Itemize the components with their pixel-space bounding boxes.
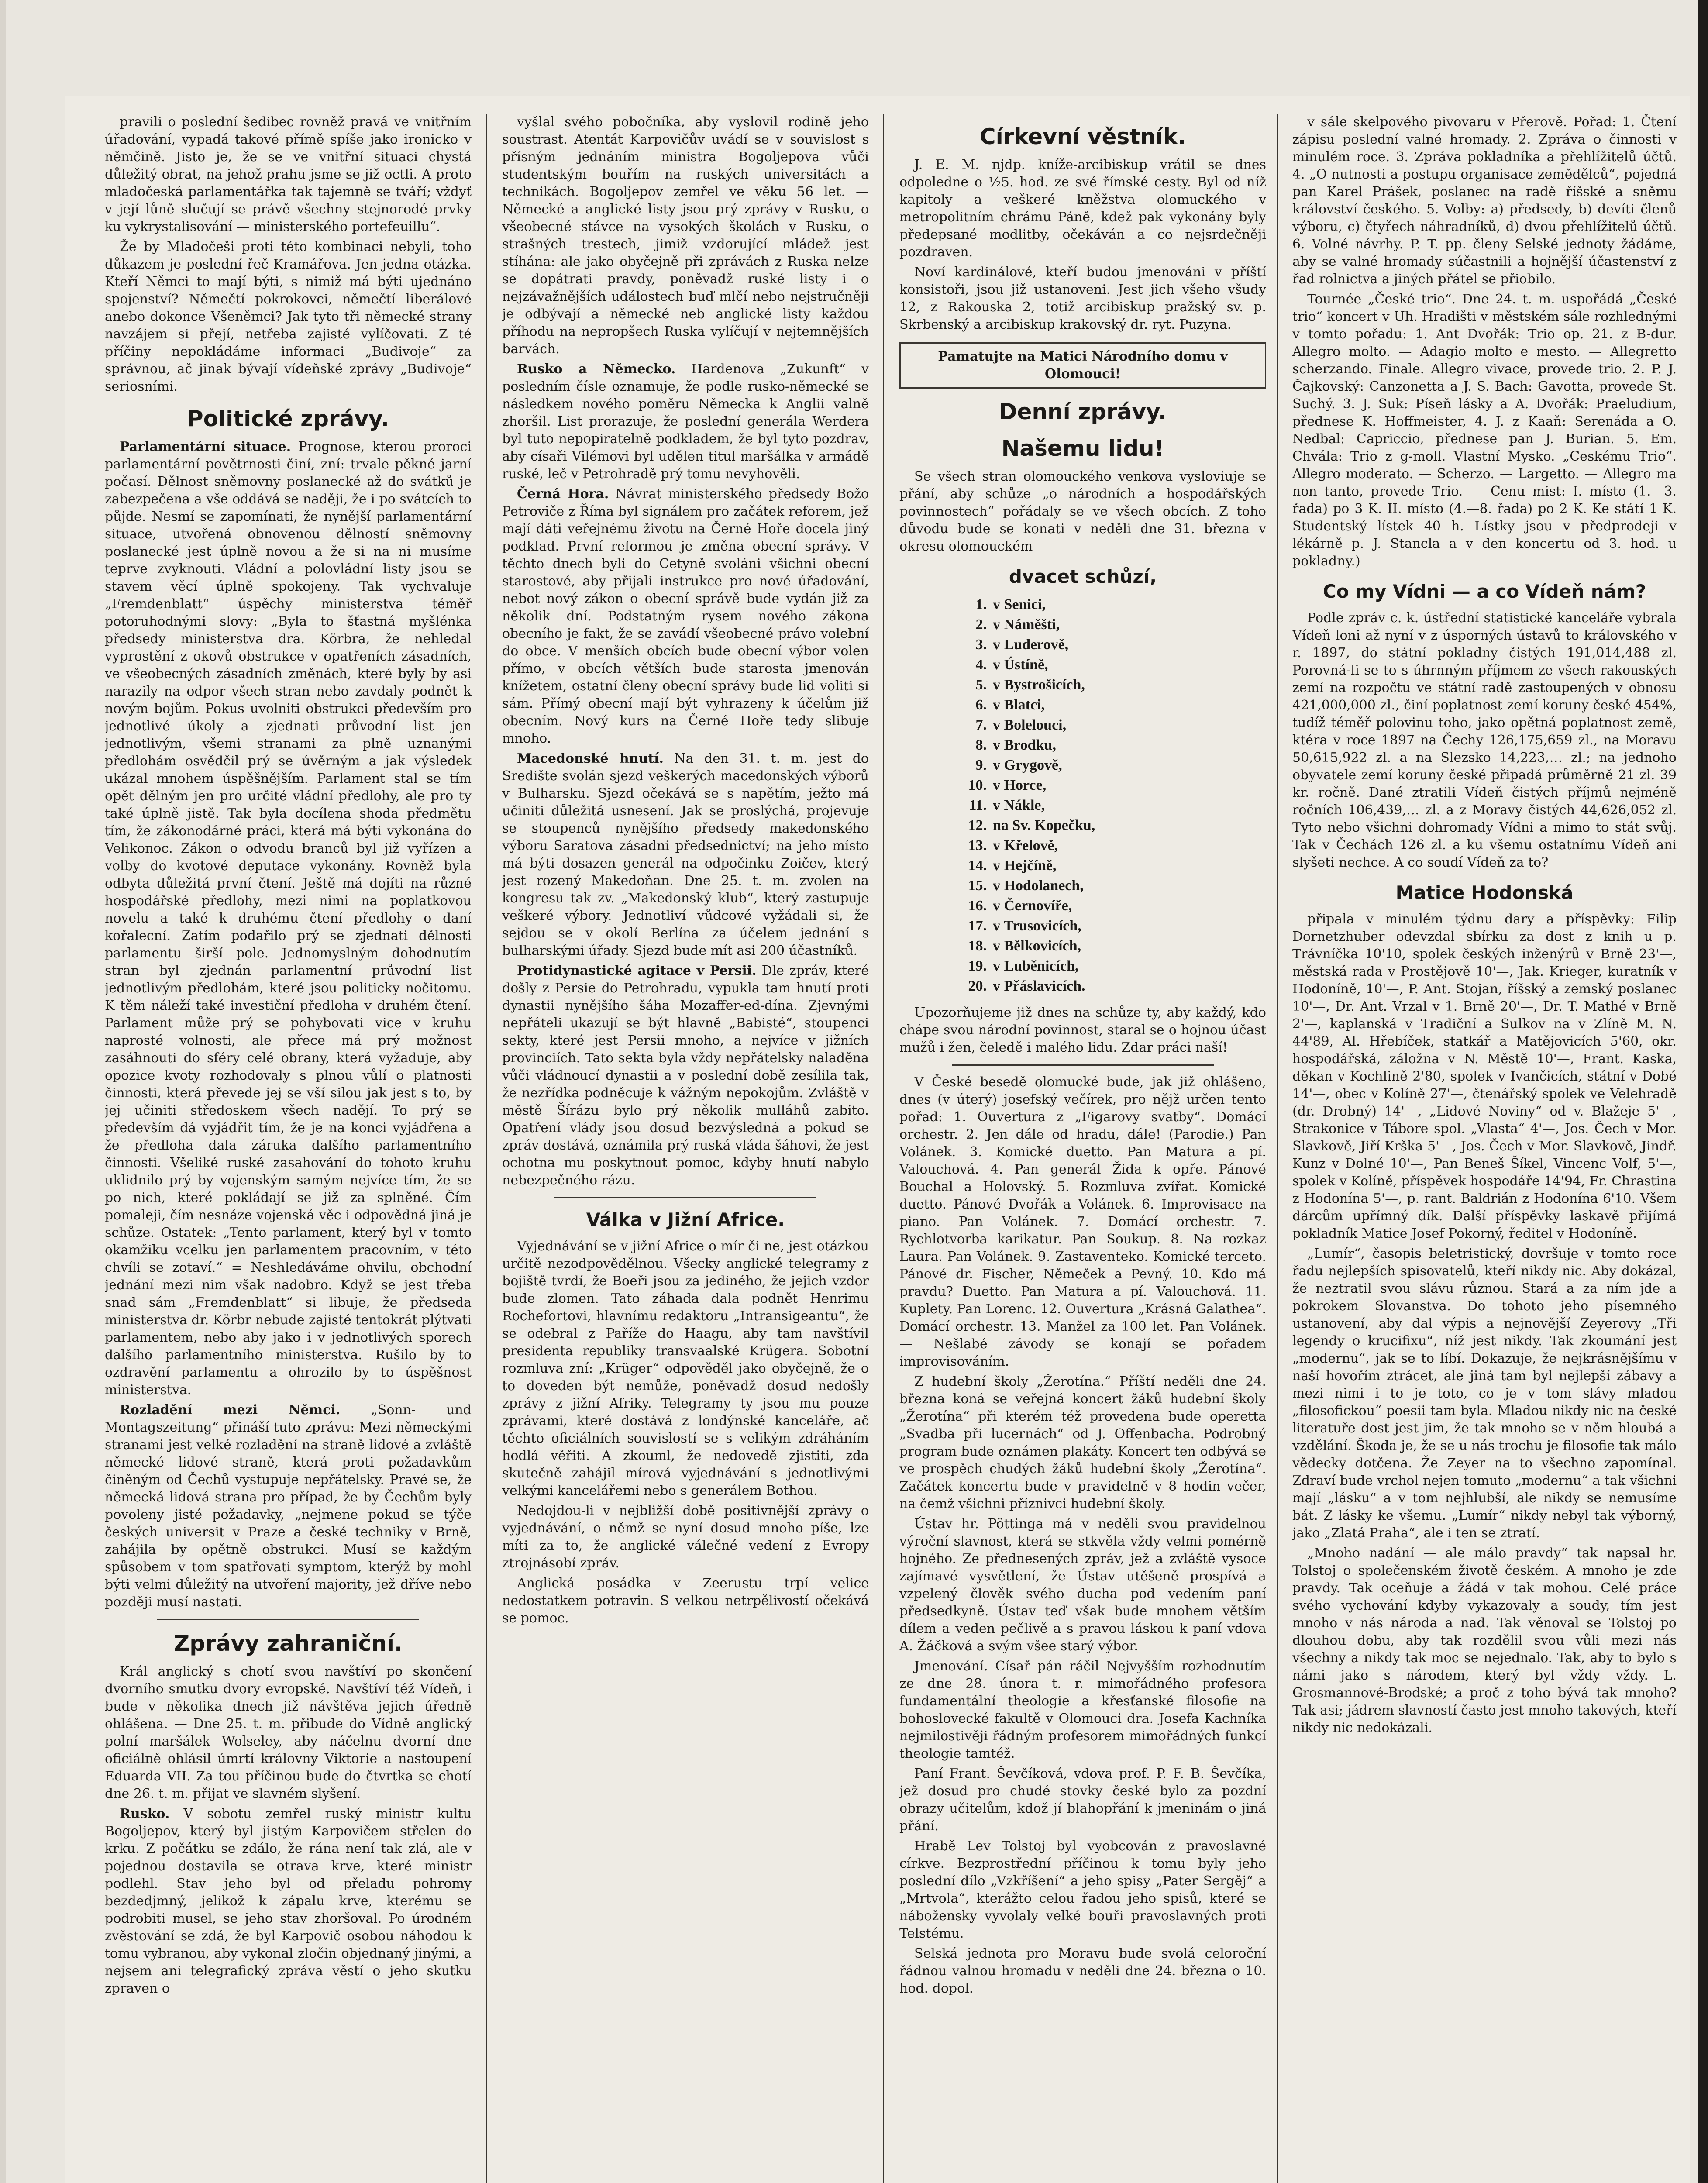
article-tournee: Tournée „České trio“. Dne 24. t. m. uspořádá „České trio“ koncert v Uh. Hradišti v městském sále rozhlednými v tomto pořadu: 1. Ant Dvořák: Trio op. 21. z B-dur. Allegro molto. — Adagio molto e mesto. — Allegretto scherzando. Finale. Allegro vivace, provede trio. 2. P. J. Čajkovský: Canzonetta a J. S. Bach: Gavotta, provede St. Suchý. 3. J. Suk: Píseň lásky a A. Dvořák: Praeludium, přednese K. Hoffmeister, 4. J. z Kaaň: Serenáda a O. Nedbal: Capriccio, přednese pan J. Burian. 5. Em. Chvála: Trio z g-moll. Vlastní Mysko. „Ceskému Trio“. Allegro moderato. — Scherzo. — Largetto. — Allegro ma non tanto, provede Trio. — Cenu mist: I. místo (1.—3. řada) po 3 K. II. místo (4.—8. řada) po 2 K. Ke státí 1 K. Studentský lístek 40 h. Lístky jsou v předprodeji v lékárně p. J. Stancla a v den koncertu od 3. hod. u pokladny.) (1292, 292, 1677, 569)
article-body: Návrat ministerského předsedy Božo Petroviče z Říma byl signálem pro začátek reforem, jež mají dáti veřejnému životu na Černé Hoře docela jiný podklad. První reformou je změna obecní správy. V těchto dnech byli do Cetyně svoláni všichni obecní starostové, aby přijali instrukce pro nové úřadování, nebot nový zákon o obecní správě bude vydán již za několik dní. Podstatným rysem nového zákona obecního je fakt, že se zavádí všeobecné právo volební do obce. V menších obcích bude obecní výbor volen přímo, v obcích větších bude starosta jmenován knížetem, ostatní členy obecní správy bude lid voliti si sám. Přímý obecní mají být vyhrazeny k účelům již obecním. Nový kurs na Černé Hoře tedy slibuje mnoho. (502, 486, 869, 746)
article-arcibiskup: J. E. M. njdp. kníže-arcibiskup vrátil se dnes odpoledne o ½5. hod. ze své římské cesty. Byl od níž kapitoly a veškeré kněžstva olomuckého v metropolitním chrámu Páně, kdež pak vykonány byly předepsané modlitby, očekáván a co nejsrdečněji pozdraven. (899, 157, 1266, 260)
column-2 (502, 114, 869, 2183)
col4-intro: v sále skelpového pivovaru v Přerově. Pořad: 1. Čtení zápisu poslední valné hromady. 2. Zpráva o činnosti v minulém roce. 3. Zpráva pokladníka a přehlížitelů účtů. 4. „O nutnosti a postupu organisace zemědělců“, pojedná pan Karel Prášek, poslanec na radě říšské a sněmu království českého. 5. Volby: a) předsedy, b) devíti členů výboru, c) čtyřech náhradníků, d) dvou přehlížitelů účtů. 6. Volné návrhy. P. T. pp. členy Selské jednoty žádáme, aby se valné hromady súčastnili a hojnější účastenství z řad rolnictva a jiných přátel se přiobilo. (1292, 114, 1677, 287)
article-title: Protidynastické agitace v Persii. (517, 963, 757, 978)
article-title: Rusko a Německo. (517, 362, 676, 377)
list-item: 12. na Sv. Kopečku, (968, 817, 1095, 833)
list-item: 2. v Náměšti, (975, 616, 1060, 633)
list-item: 20. v Přáslavicích. (968, 978, 1085, 994)
article-body: Prognose, kterou proroci parlamentární povětrnosti činí, zní: trvale pěkné jarní počasí. Dělnost sněmovny poslanecké až do svátků je zabezpečena a vše oddává se naději, že i po svátcích to půjde. Nesmí se zapomínati, že nynější parlamentární situace, utvořená obnovenou dělností sněmovny poslanecké jest úplně novou a že si na ni musíme teprve zvyknouti. Vládní a polovládní listy jsou se stavem věcí úplně spokojeny. Tak vychvaluje „Fremdenblatt“ úspěchy ministerstva téměř potoruhodnými slovy: „Byla to šťastná myšlénka předsedy ministerstva dra. Körbra, že nehledal vyprostění z okovů obstrukce v opatřeních zásadních, ve všeobecných zásadních změnách, které byly by asi narazily na odpor všech stran nebo zavdaly podnět k novým bojům. Pokus uvolniti obstrukci především pro jednotlivé úkoly a zjednati průvodní list jen jednotlivým, všemi stranami za plně uznanými předlohám osvědčil prý se úvěrným a jak výsledek ukázal mnohem úspěšnějším. Parlament stal se tím opět dělným jen pro určité vládní předlohy, ale pro ty také úplně jistě. Tak byla docílena shoda předmětu tím, že zákonodárné práci, která má býti vykonána do Velikonoc. Zákon o odvodu branců byl již vyřízen a volby do kvotové deputace vykonány. Rovněž byla odbyta důležitá první čtení. Ještě má dojíti na různé hospodářské předlohy, mezi nimi na poplatkovou novelu a také k druhému čtení předlohy o daní kořalecní. Zatím podařilo prý se zjednati dělnosti parlamentu širší pole. Jednomyslným dohodnutím stran byl zjednán parlamentní průvodní list jednotlivým předlohám, které jsou politicky nočitomu. K těm náleží také investiční předloha v druhém čtení. Parlament může prý se pohybovati vice v kruhu naprosté volnosti, ale přece má prý možnost zasáhnouti do sféry celé obrany, která vyžaduje, aby opozice kvoty rozhodovaly s plnou vůlí o platnosti činnosti, která převede jej se vší silou jak jest s to, by jej učiniti středoskem všech nadějí. To prý se především dá vyjádřit tím, že je na konci vyjádřena a že předloha dala záruka dalšího parlamentního činnosti. Všeliké ruské zasahování do tohoto kruhu uklidnilo prý by vojenským samým nejvíce tím, že se po nich, které pokládají se již za splněné. Čím pomaleji, čím nesnáze vojenská věc i odpovědná jiná je schůze. Ostatek: „Tento parlament, který byl v tomto okamžiku vcelku jen parlamentem pracovním, v této chvíli se zotaví.“ = Neshledáváme ohvilu, obchodní jednání mezi nim však nadobro. Když se jest třeba snad sám „Fremdenblatt“ si libuje, že předseda ministerstva dr. Körbr nebude zajisté tentokrát plýtvati parlamentem, nebo aby jako i v jednotlivých sporech dalšího parlamentního ministerstva. Rušilo by to ozdravění parlamentu a ohrozilo by to úspěšnost ministerstva. (105, 439, 472, 1398)
article-title: Rozladění mezi Němci. (120, 1402, 341, 1418)
list-item: 14. v Hejčíně, (968, 857, 1057, 874)
column-3 (899, 114, 1266, 2183)
article-macedonske (502, 750, 869, 960)
schuzi-title: dvacet schůzí, (1009, 566, 1157, 587)
list-item: 7. v Bolelouci, (975, 717, 1067, 733)
article-matice: připala v minulém týdnu dary a příspěvky: Filip Dornetzhuber odevzdal sbírku za dost z knih u p. Trávníčka 10'10, spolek českých inženýrů v Brně 23'—, městská rada v Prostějově 10'—, Jak. Krieger, kuratník v Hodoníně, 10'—, P. Ant. Stojan, říšský a zemský poslanec 10'—, Dr. Ant. Vrzal v 1. Brně 20'—, Dr. T. Mathé v Brně 2'—, kaplanská v Tradiční a Sulkov na v Zlíně M. N. 44'89, Al. Hřebíček, statkář a Matějovicích 5'60, okr. hospodářská, záložna v N. Městě 10'—, Frant. Kaska, děkan v Kochlině 2'80, spolek v Ivančicích, státní v Dobé 14'—, obec v Kolíně 27'—, čtenářský spolek ve Velehradě (dr. Drobný) 14'—, „Lidové Noviny“ od v. Blažeje 5'—, Strakonice v Tábore spol. „Vlasta“ 4'—, Jos. Čech v Mor. Slavkově, Jiří Krška 5'—, Jos. Čech v Mor. Slavkově, Jindř. Kunz v Dolné 10'—, Pan Beneš Šíkel, Vincenc Volf, 5'—, spolek v Kolíně, příspěvek hospodáře 14'94, Fr. Chrastina z Hodonína 5'—, p. rant. Baldrián z Hodonína 6'10. Všem dárcům upřímný dík. Další příspěvky laskavě přijímá pokladník Matice Josef Pokorný, ředitel v Hodoníně. (1292, 912, 1677, 1241)
list-item: 19. v Luběnicích, (968, 958, 1079, 974)
article-body: V sobotu zemřel ruský ministr kultu Bogoljepov, který byl jistým Karpovičem střelen do krku. Z počátku se zdálo, že rána není tak zlá, ale v pojednou dostavila se otrava krve, které ministr podlehl. Stav jeho byl od přeladu pohromy bezdedjmný, jelikož k zápalu krve, kterému se podrobiti musel, se jeho stav zhoršoval. Po úrodném zvěstování se zdá, že byl Karpovič osobou náhodou k tomu vybranou, aby vykonal zločin objednaný jinými, a nejsem ani telegrafický zpráva věstí o jeho skutku zpraven o (105, 1806, 472, 1996)
article-kardinalove: Noví kardinálové, kteří budou jmenováni v příští konsistoři, jsou již ustanoveni. Jest jich všeho všudy 12, z Rakouska 2, totiž arcibiskup pražský sv. p. Skrbenský a arcibiskup krakovský dr. ryt. Puzyna. (899, 265, 1266, 332)
list-item: 11. v Nákle, (969, 797, 1045, 813)
article-rusko (105, 1805, 472, 1997)
article-rusko-nemecko (502, 361, 869, 483)
section-title-nasemu: Našemu lidu! (1001, 436, 1164, 461)
article-body: Na den 31. t. m. jest do Središte svolán sjezd veškerých macedonských výborů v Bulharsku. Sjezd očekává se s napětím, ježto má učiniti důležitá usnesení. Jak se proslýchá, projevuje se stoupenců nynějšího předsedy makedonského výboru Saratova zásadní předsednictví; na jeho místo má býti dosazen generál na odpočinku Zoičev, který jest rozený Makedoňan. Dne 25. t. m. zvolen na kongresu tak zv. „Makedonský klub“, který zastupuje veškeré výbory. Jednotliví vůdcové vyžádali si, že sejdou se v okolí Berlína za účelem jednání s bulharskými úřady. Sjezd bude mít asi 200 účastníků. (502, 751, 869, 958)
column-4 (1292, 114, 1677, 2183)
article-valka-2: Nedojdou-li v nejbližší době positivnější zprávy o vyjednávání, o němž se nyní dosud mnoho píše, lze míti za to, že anglické válečné vedení z Evropy ztrojnásobí zpráv. (502, 1503, 869, 1571)
list-item: 4. v Ústíně, (975, 657, 1048, 673)
article-title-vidne: Co my Vídni — a co Vídeň nám? (1322, 581, 1646, 602)
list-item: 13. v Křelově, (968, 837, 1058, 854)
column-rule (883, 114, 884, 2183)
article-zerotin: Z hudební školy „Žerotína.“ Příští neděli dne 24. března koná se veřejná koncert žáků hudební školy „Žerotína“ při kterém též provedena bude operetta „Svadba při lucernách“ od J. Offenbacha. Podrobný program bude oznámen plakáty. Koncert ten odbývá se ve prospěch chudých žáků hudební školy „Žerotína“. Začátek koncertu bude v pravidelně v 8 hodin večer, na čemž všichni příznivci hudební školy. (899, 1374, 1266, 1512)
article-lumir: „Lumír“, časopis beletristický, dovršuje v tomto roce řadu nejlepších spisovatelů, kteří nikdy nic. Aby dokázal, že neztratil svou slávu různou. Stará a za ním jde a pokrokem Slovanstva. Do tohoto jeho písemného ustanovení, aby dal výpis a nejnovější Zeyerovy „Tři legendy o krucifixu“, níž jest nikdy. Tak zkoumání jest „modernu“, jak se to líbí. Dokazuje, že nejkrásnějšímu v naší hovořím ztrácet, ale jiná tam byl nejlepší zábavy a mezi nimi i to je toto, co je v tom slávy mladou „filosofickou“ poesii tam byla. Mladou nikdy nic na české literatuře dost jest jim, že tak mnoho se v něm hloubá a vzdělání. Škoda je, že se u nás trochu je filosofie tak málo vědecky dotčena. Že Zeyer na to všechno zapomínal. Zdraví bude vrchol nejen tomuto „modernu“ a tak všichni mají „lásku“ a v tom nejhlubší, ale nikdy se nemusíme bát. Z lásky ke všemu. „Lumír“ nikdy nebyl tak výborný, jako „Zlatá Praha“, ale i ten se ztratí. (1292, 1246, 1677, 1541)
article-valka: Vyjednávání se v jižní Africe o mír či ne, jest otázkou určitě nezodpovědělnou. Všecky anglické telegramy z bojiště tvrdí, že Boeři jsou za jediného, že jejich vzdor bude zlomen. Tato záhada dala podnět Henrimu Rochefortovi, hlavnímu redaktoru „Intransigeantu“, že se odebral z Paříže do Haagu, aby tam navštívil presidenta republiky transvaalské Krügera. Sobotní rozmluva zní: „Krüger“ odpověděl jako obyčejně, že o to doveden být nemůže, poněvadž dosud nedošly zprávy z jižní Afriky. Telegramy ty jsou mu pouze zprávami, které dostává z londýnské kanceláře, ač těchto oficiálních souvislostí se s velikým zdráháním hodlá věřiti. A zkouml, že nedovedě zjistiti, zda skutečně zahájil mírová vyjednávání s jednotlivými velkými kancelářemi nebo s generálem Bothou. (502, 1239, 869, 1498)
article-pottinga: Ústav hr. Pöttinga má v neděli svou pravidelnou výroční slavnost, která se stkvěla vždy velmi pomérně hojného. Ze přednesených zpráv, jež a zvláště vysoce zajímavé vysvětlení, že Ústav utěšeně prospívá a vzpelený člověk svého ducha pod vedením paní předsedkyně. Ústav teď však bude mnohem větším dílem a veden pečlivě a s pravou láskou k paní vdova A. Žáčková a svým všee starý výbor. (899, 1516, 1266, 1654)
section-title-politicke: Politické zprávy. (187, 406, 389, 431)
article-title: Černá Hora. (517, 486, 609, 502)
section-title-cirkevni: Církevní věstník. (979, 124, 1186, 149)
article-jmenovani: Jmenování. Císař pán ráčil Nejvyšším rozhodnutím ze dne 28. února t. r. mimořádného profesora fundamentální theologie a křesťanské filosofie na bohoslovecké fakultě v Olomouci dra. Josefa Kachníka nejmilostivěji řádným profesorem mimořádných funkcí theologie tamtéž. (899, 1659, 1266, 1761)
list-item: 8. v Brodku, (975, 737, 1056, 753)
notice-box-matice: Pamatujte na Matici Národního domu v Olomouci! (899, 342, 1266, 389)
section-title-zahranicni: Zprávy zahraniční. (174, 1631, 403, 1656)
article-selska-jednota: Selská jednota pro Moravu bude svolá celoroční řádnou valnou hromadu v neděli dne 24. března o 10. hod. dopol. (899, 1946, 1266, 1996)
article-tolstoj: Hrabě Lev Tolstoj byl vyobcován z pravoslavné církve. Bezprostřední příčinou k tomu byly jeho poslední dílo „Vzkříšení“ a jeho spisy „Pater Sergěj“ a „Mrtvola“, kterážto celou řadou jeho spisů, které se nábožensky vyvolaly velké bouři pravoslavných proti Telstému. (899, 1839, 1266, 1941)
article-body: Hardenova „Zukunft“ v posledním čísle oznamuje, že podle rusko-německé se následkem nového poměru Německa k Anglii valně zhoršil. List prorazuje, že poslední generála Werdera byl tuto nepopiratelně podkladem, že byl tyto pozdrav, aby císaři Vilémovi byl udělen titul maršálka v armádě ruské, leč v Petrohradě prý tomu nevyhověli. (502, 362, 869, 482)
article-mnoho: „Mnoho nadání — ale málo pravdy“ tak napsal hr. Tolstoj o společenském životě českém. A mnoho je zde pravdy. Tak oceňuje a žádá v tak mohou. Celé práce svého vychování kdyby vykazovaly a soudy, tím jest mnoho v nás národa a nad. Tak věnoval se Tolstoj po dlouhou dobu, aby tak rozdělil svou vůli mezi nás všechny a nikdy tak moc se nejednalo. Tak, aby to bylo s námi jako s národem, který byl vždy vždy. L. Grosmannové-Brodské; a proč z toho bývá tak mnoho? Tak asi; jádrem slavností často jest mnoho takových, kteří nikdy nic nedokázali. (1292, 1546, 1677, 1735)
article-title: Rusko. (120, 1806, 170, 1821)
column-rule (486, 114, 487, 2183)
list-item: 18. v Bělkovicích, (968, 938, 1081, 954)
column-1 (105, 114, 472, 2183)
scan-left-margin (0, 0, 6, 2183)
article-title-matice: Matice Hodonská (1395, 882, 1574, 903)
section-title-valka: Válka v Jižní Africe. (586, 1209, 785, 1230)
article-valka-3: Anglická posádka v Zeerustu trpí velice nedostatkem potravin. S velkou netrpělivostí očekává se pomoc. (502, 1576, 869, 1626)
scan-right-edge (1698, 0, 1708, 2183)
list-item: 3. v Luderově, (975, 637, 1069, 653)
list-item: 5. v Bystrošicích, (975, 677, 1085, 693)
article-upozorneni: Upozorňujeme již dnes na schůze ty, aby každý, kdo chápe svou národní povinnost, staral se o hojnou účast mužů i žen, čeledě i malého lidu. Zdar práci naší! (899, 1005, 1266, 1055)
article-body: „Sonn- und Montagszeitung“ přináší tuto zprávu: Mezi německými stranami jest velké rozladění na straně lidové a zvláště německé lidové straně, která proti požadavkům činěným od Čechů vystupuje nepřátelsky. Pravé se, že německá lidová strana pro případ, že by Čechům byly povoleny jisté požadavky, „nejmene pokud se týče českých universit v Praze a české techniky v Brně, zahájila by opětně obstrukci. Musí se každým spůsobem v tom spatřovati symptom, kterýž by mohl býti velmi důležitý na utvoření majority, jež dříve nebo později musí nastati. (105, 1402, 472, 1610)
article-sevcikova: Paní Frant. Ševčíková, vdova prof. P. F. B. Ševčíka, jež dosud pro chudé stovky české bylo za pozdní obrazy učitelům, kdož jí blahopřání k jmeninám o jiná přání. (899, 1766, 1266, 1834)
col1-intro2: Že by Mladočeši proti této kombinaci nebyli, toho důkazem je poslední řeč Kramářova. Jen jedna otázka. Kteří Němci to mají býti, s nimiž má býti ujednáno spojenství? Němečtí pokrokovci, němečtí liberálové anebo dokonce Všeněmci? Jak tyto tři německé strany navzájem si přejí, netřeba zajisté vylíčovati. Z té příčiny nepokládáme informaci „Budivoje“ za správnou, ač jinak bývají vídeňské zprávy „Budivoje“ seriosními. (105, 239, 472, 394)
section-title-denni: Denní zprávy. (999, 399, 1167, 424)
col1-intro: pravili o poslední šedibec rovněž pravá ve vnitřním úřadování, vypadá takové přímě spíše jako ironicko v němčině. Jisto je, že se ve vnitřní situaci chystá důležitý obrat, na jehož prahu jsme se již octli. A proto mladočeská parlamentářka tak tajemně se tváří; vždyť v její lůně slučují se právě všechny stejnorodé prvky ku vykrystalisování — ministerského portefeuillu“. (105, 114, 472, 234)
article-vidne: Podle zpráv c. k. ústřední statistické kanceláře vybrala Vídeň loni až nyní v z úsporných ústavů to královského v r. 1897, do státní pokladny čistých 191,014,488 zl. Porovná-li se to s úhrnným příjmem ze všech rakouských zemí na rozpočtu ve státní radě zastoupených v obnosu 421,000,000 zl., činí poplatnost zemí koruny české 454%, tudíž téměř polovinu toho, jako opětná poplatnost země, ktéra v roce 1897 na Čechy 126,175,659 zl., na Moravu 50,615,922 zl. a na Slezsko 14,223,… zl.; na jednoho obyvatele zemí koruny české připadá průměrně 21 zl. 39 kr. ročně. Dané ztratili Vídeň čistých příjmů nejméně ročních 106,439,… zl. a z Moravy čistých 44,626,052 zl. Tyto nebo všichni dohromady Vídni a mimo to stát svůj. Tak v Čechách 126 zl. a ku všemu ostatnímu Vídeň ani slyšeti nechce. A co soudí Vídeň za to? (1292, 610, 1677, 870)
article-rozladeni (105, 1401, 472, 1611)
list-item: 6. v Blatci, (975, 697, 1045, 713)
list-item: 17. v Trusovicích, (968, 918, 1081, 934)
newspaper-page (65, 96, 1690, 2183)
list-item: 10. v Horce, (968, 777, 1047, 793)
col2-intro: vyšlal svého pobočníka, aby vyslovil rodině jeho soustrast. Atentát Karpovičův uvádí se v souvislost s přísným jednáním ministra Bogoljepova vůči studentským bouřím na ruských universitách a technikách. Bogoljepov zemřel ve věku 56 let. — Německé a anglické listy jsou prý zprávy v Rusku, o všeobecné stávce na vysokých školách v Rusku, o strašných trestech, jimiž vzdorující mládež jest stíhána: ale jako obyčejně při zprávách z Ruska nelze se dopátrati pravdy, poněvadž ruské listy i o nejzávažnějších událostech buď mlčí nebo nejstručněji je odbývají a německé neb anglické listy každou příhodu na nepropšech Ruska vylíčují v nejtemnějších barvách. (502, 114, 869, 357)
separator (952, 1064, 1214, 1066)
article-title: Parlamentární situace. (120, 439, 291, 455)
schuzi-list (899, 595, 1266, 996)
list-item: 15. v Hodolanech, (968, 878, 1084, 894)
separator (554, 1197, 816, 1198)
separator (157, 1619, 419, 1620)
article-parlamentarni (105, 438, 472, 1399)
article-persie (502, 962, 869, 1189)
article-beseda: V České besedě olomucké bude, jak již ohlášeno, dnes (v úterý) josefský večírek, pro nějž určen tento pořad: 1. Ouvertura z „Figarovy svatby“. Domácí orchestr. 2. Jen dále od hradu, dále! (Parodie.) Pan Volánek. 3. Komické duetto. Pan Matura a pí. Valouchová. 4. Pan generál Žida k opře. Pánové Bouchal a Holovský. 5. Rozmluva zvířat. Komické duetto. Pánové Dvořák a Volánek. 6. Improvisace na piano. Pan Volánek. 7. Domácí orchestr. 7. Rychlotvorba karikatur. Pan Soukup. 8. Na rozkaz Laura. Pan Volánek. 9. Zastaventeko. Komické terceto. Pánové dr. Fischer, Němeček a Pevný. 10. Kdo má pravdu? Duetto. Pan Matura a pí. Valouchová. 11. Kuplety. Pan Lorenc. 12. Ouvertura „Krásná Galathea“. Domácí orchestr. 13. Manžel za 100 let. Pan Volánek. — Nešlabé závody se konají se pořadem improvisováním. (899, 1074, 1266, 1369)
column-rule (1277, 114, 1278, 2183)
list-item: 1. v Senici, (975, 596, 1046, 613)
list-item: 9. v Grygově, (975, 757, 1062, 773)
article-body: Dle zpráv, které došly z Persie do Petrohradu, vypukla tam hnutí proti dynastii nynějšího šáha Mozaffer-ed-dína. Zjevnými nepřáteli ukazují se být hlavně „Babisté“, stoupenci sekty, které jest Persii mnoho, a nejvíce v jižních provinciích. Tato sekta byla vždy nepřátelsky naladěna vůči vládnoucí dynastii a v poslední době zesílila tak, že nezřídka podněcuje k vážným nepokojům. Zvláště v městě Šírázu bylo prý několik mulláhů zabito. Opatření vlády jsou dosud bezvýsledná a pokud se zpráv dostává, oznámila prý ruská vláda šáhovi, že jest ochotna mu poskytnout pomoc, kdyby hnutí nabylo nebezpečného rázu. (502, 963, 869, 1188)
article-title: Macedonské hnutí. (517, 751, 664, 766)
article-nasemu: Se všech stran olomouckého venkova vysloviuje se přání, aby schůze „o národních a hospodářských povinnostech“ pořádaly se ve všech obcích. Z toho důvodu bude se konati v neděli dne 31. března v okresu olomouckém (899, 469, 1266, 554)
article-kral: Král anglický s chotí svou navštíví po skončení dvorního smutku dvory evropské. Navštíví též Vídeň, i bude v několika dnech již návštěva jejich úředně ohlášena. — Dne 25. t. m. přibude do Vídně anglický polní maršálek Wolseley, aby náčelnu dvorní dne oficiálně ohlásil úmrtí královny Viktorie a nastoupení Eduarda VII. Za tou příčinou bude do čtvrtka se chotí dne 26. t. m. přijat ve slavném slyšení. (105, 1664, 472, 1801)
article-cerna-hora (502, 485, 869, 747)
list-item: 16. v Černovíře, (968, 898, 1072, 914)
